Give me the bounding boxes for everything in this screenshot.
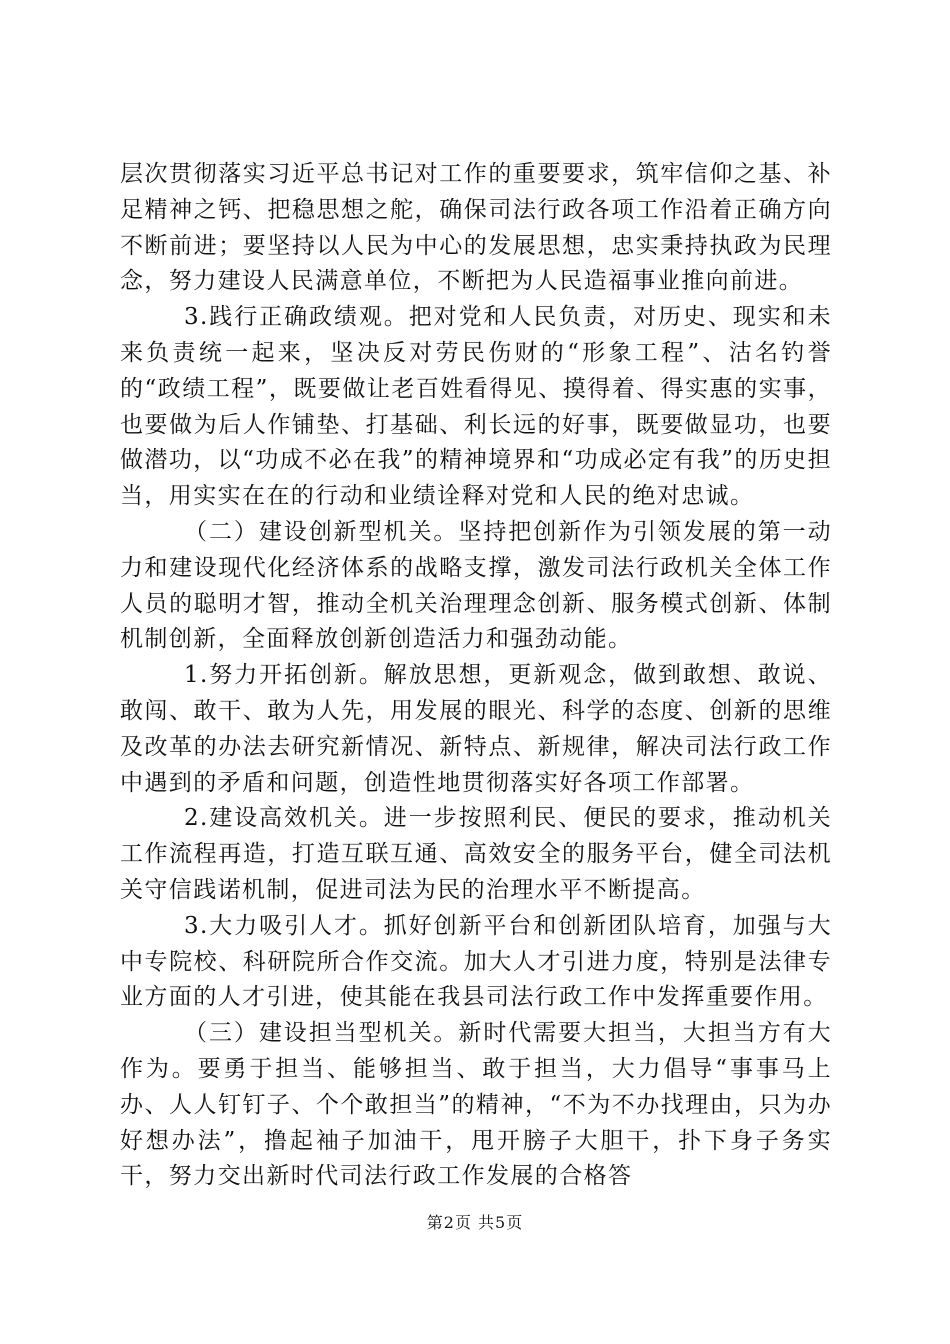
document-body (120, 157, 832, 1195)
page-footer (0, 1210, 950, 1233)
paragraph-continuation: 层次贯彻落实习近平总书记对工作的重要要求，筑牢信仰之基、补足精神之钙、把稳思想之舵，确保司法行政各项工作沿着正确方向不断前进；要坚持以人民为中心的发展思想，忠实秉持执政为民理念，努力建设人民满意单位，不断把为人民造福事业推向前进。 (120, 161, 832, 295)
page-number-label: 第2页 共5页 (426, 1213, 524, 1232)
paragraph-item-3: 3.践行正确政绩观。把对党和人民负责，对历史、现实和未来负责统一起来，坚决反对劳民伤财的“形象工程”、沽名钓誉的“政绩工程”，既要做让老百姓看得见、摸得着、得实惠的实事，也要做为后人作铺垫、打基础、利长远的好事，既要做显功，也要做潜功，以“功成不必在我”的精神境界和“功成必定有我”的历史担当，用实实在在的行动和业绩诠释对党和人民的绝对忠诚。 (120, 304, 832, 510)
paragraph-section-2: （二）建设创新型机关。坚持把创新作为引领发展的第一动力和建设现代化经济体系的战略支撑，激发司法行政机关全体工作人员的聪明才智，推动全机关治理理念创新、服务模式创新、体制机制创新，全面释放创新创造活力和强劲动能。 (120, 518, 832, 653)
paragraph-item-3b: 3.大力吸引人才。抓好创新平台和创新团队培育，加强与大中专院校、科研院所合作交流。加大人才引进力度，特别是法律专业方面的人才引进，使其能在我县司法行政工作中发挥重要作用。 (120, 912, 832, 1011)
paragraph-section-3: （三）建设担当型机关。新时代需要大担当，大担当方有大作为。要勇于担当、能够担当、敢于担当，大力倡导“事事马上办、人人钉钉子、个个敢担当”的精神，“不为不办找理由，只为办好想办法”，撸起袖子加油干，甩开膀子大胆干，扑下身子务实干，努力交出新时代司法行政工作发展的合格答 (120, 1020, 832, 1190)
paragraph-item-2: 2.建设高效机关。进一步按照利民、便民的要求，推动机关工作流程再造，打造互联互通、高效安全的服务平台，健全司法机关守信践诺机制，促进司法为民的治理水平不断提高。 (120, 805, 832, 903)
paragraph-item-1: 1.努力开拓创新。解放思想，更新观念，做到敢想、敢说、敢闯、敢干、敢为人先，用发展的眼光、科学的态度、创新的思维及改革的办法去研究新情况、新特点、新规律，解决司法行政工作中遇到的矛盾和问题，创造性地贯彻落实好各项工作部署。 (120, 662, 832, 796)
